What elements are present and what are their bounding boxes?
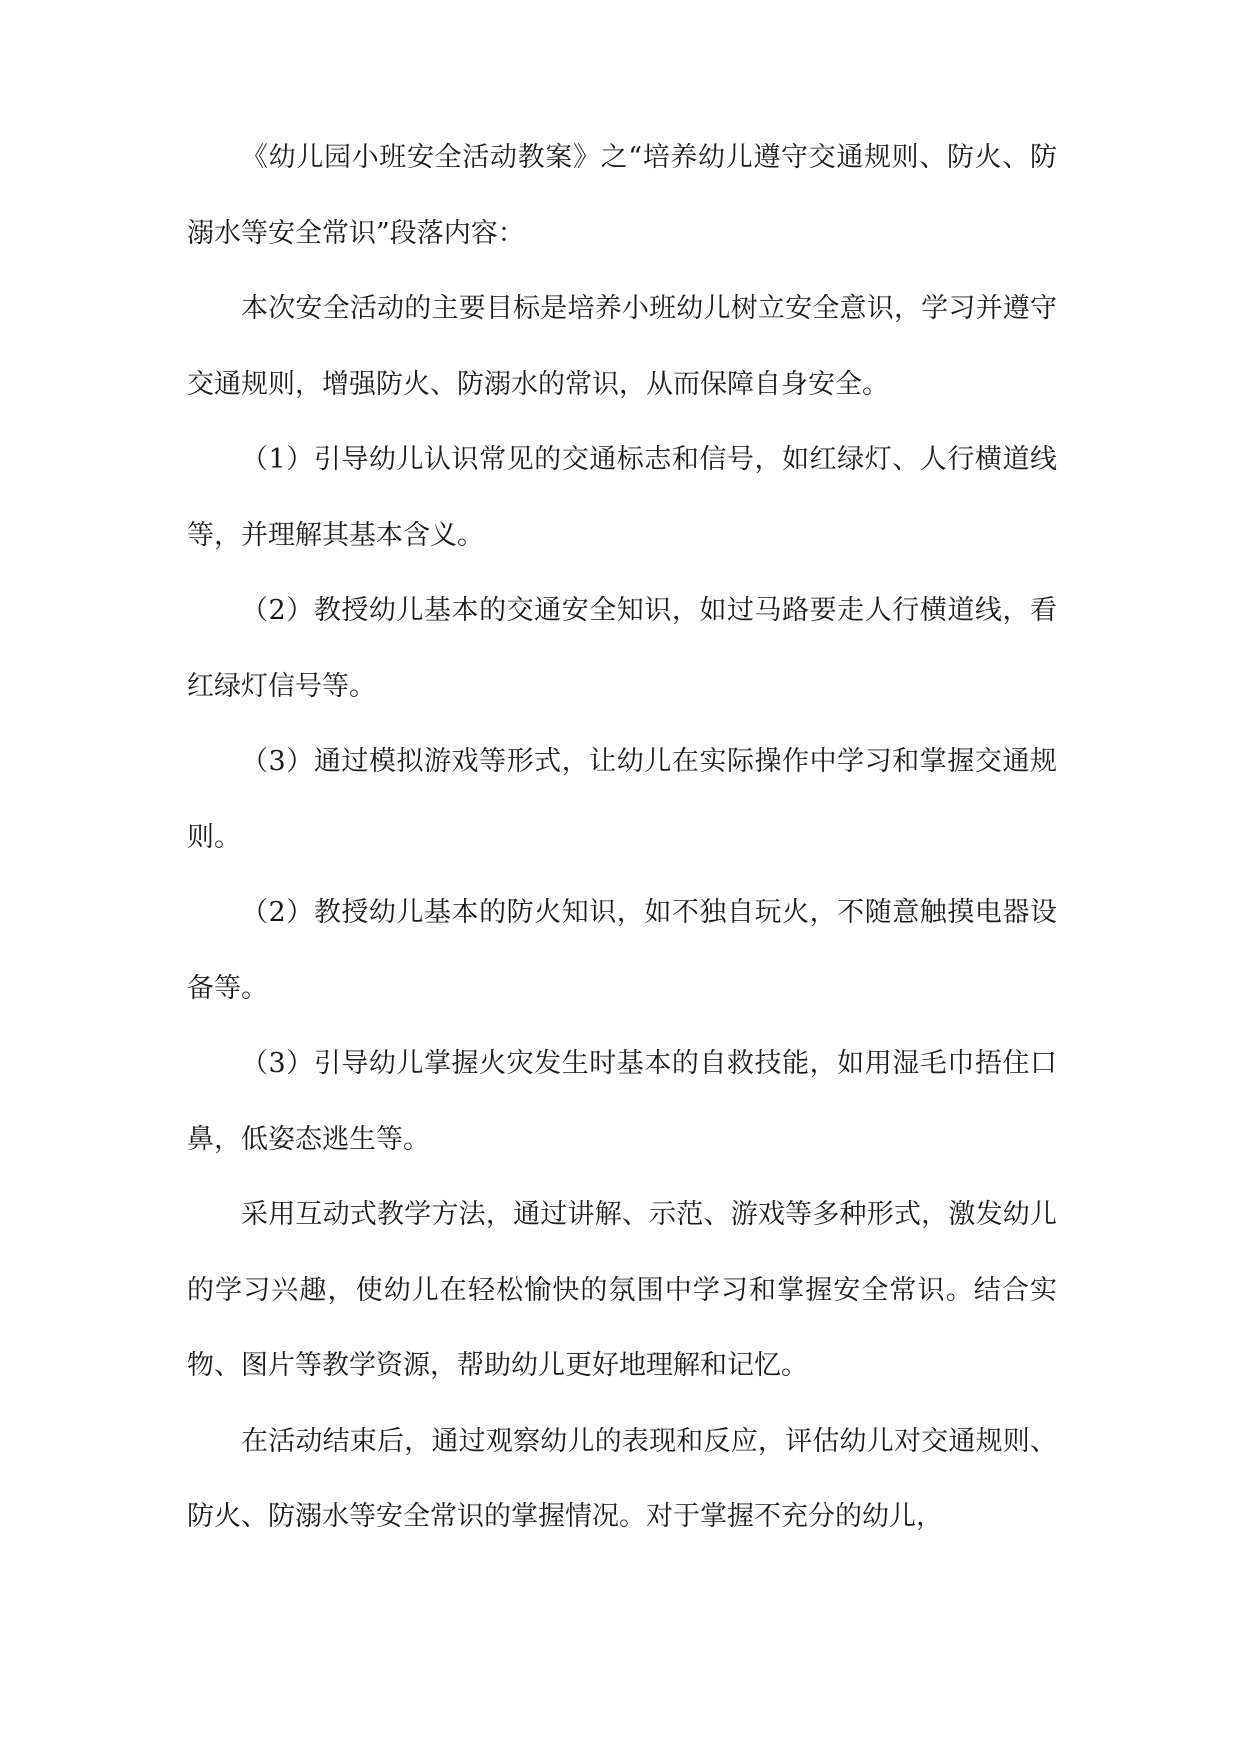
traffic-item-1: （1）引导幼儿认识常见的交通标志和信号，如红绿灯、人行横道线等，并理解其基本含义。 (187, 444, 1057, 551)
traffic-item-3: （3）通过模拟游戏等形式，让幼儿在实际操作中学习和掌握交通规则。 (187, 746, 1057, 853)
method-paragraph: 采用互动式教学方法，通过讲解、示范、游戏等多种形式，激发幼儿的学习兴趣，使幼儿在轻松愉快的氛围中学习和掌握安全常识。结合实物、图片等教学资源，帮助幼儿更好地理解和记忆。 (187, 1199, 1057, 1381)
intro-paragraph: 《幼儿园小班安全活动教案》之“培养幼儿遵守交通规则、防火、防溺水等安全常识”段落内容： (187, 142, 1057, 249)
goal-paragraph: 本次安全活动的主要目标是培养小班幼儿树立安全意识，学习并遵守交通规则，增强防火、防溺水的常识，从而保障自身安全。 (187, 293, 1057, 400)
fire-item-3: （3）引导幼儿掌握火灾发生时基本的自救技能，如用湿毛巾捂住口鼻，低姿态逃生等。 (187, 1048, 1057, 1155)
evaluation-paragraph: 在活动结束后，通过观察幼儿的表现和反应，评估幼儿对交通规则、防火、防溺水等安全常识的掌握情况。对于掌握不充分的幼儿， (187, 1425, 1057, 1532)
document-body (187, 120, 1057, 1555)
traffic-item-2: （2）教授幼儿基本的交通安全知识，如过马路要走人行横道线，看红绿灯信号等。 (187, 595, 1057, 702)
fire-item-2: （2）教授幼儿基本的防火知识，如不独自玩火，不随意触摸电器设备等。 (187, 897, 1057, 1004)
